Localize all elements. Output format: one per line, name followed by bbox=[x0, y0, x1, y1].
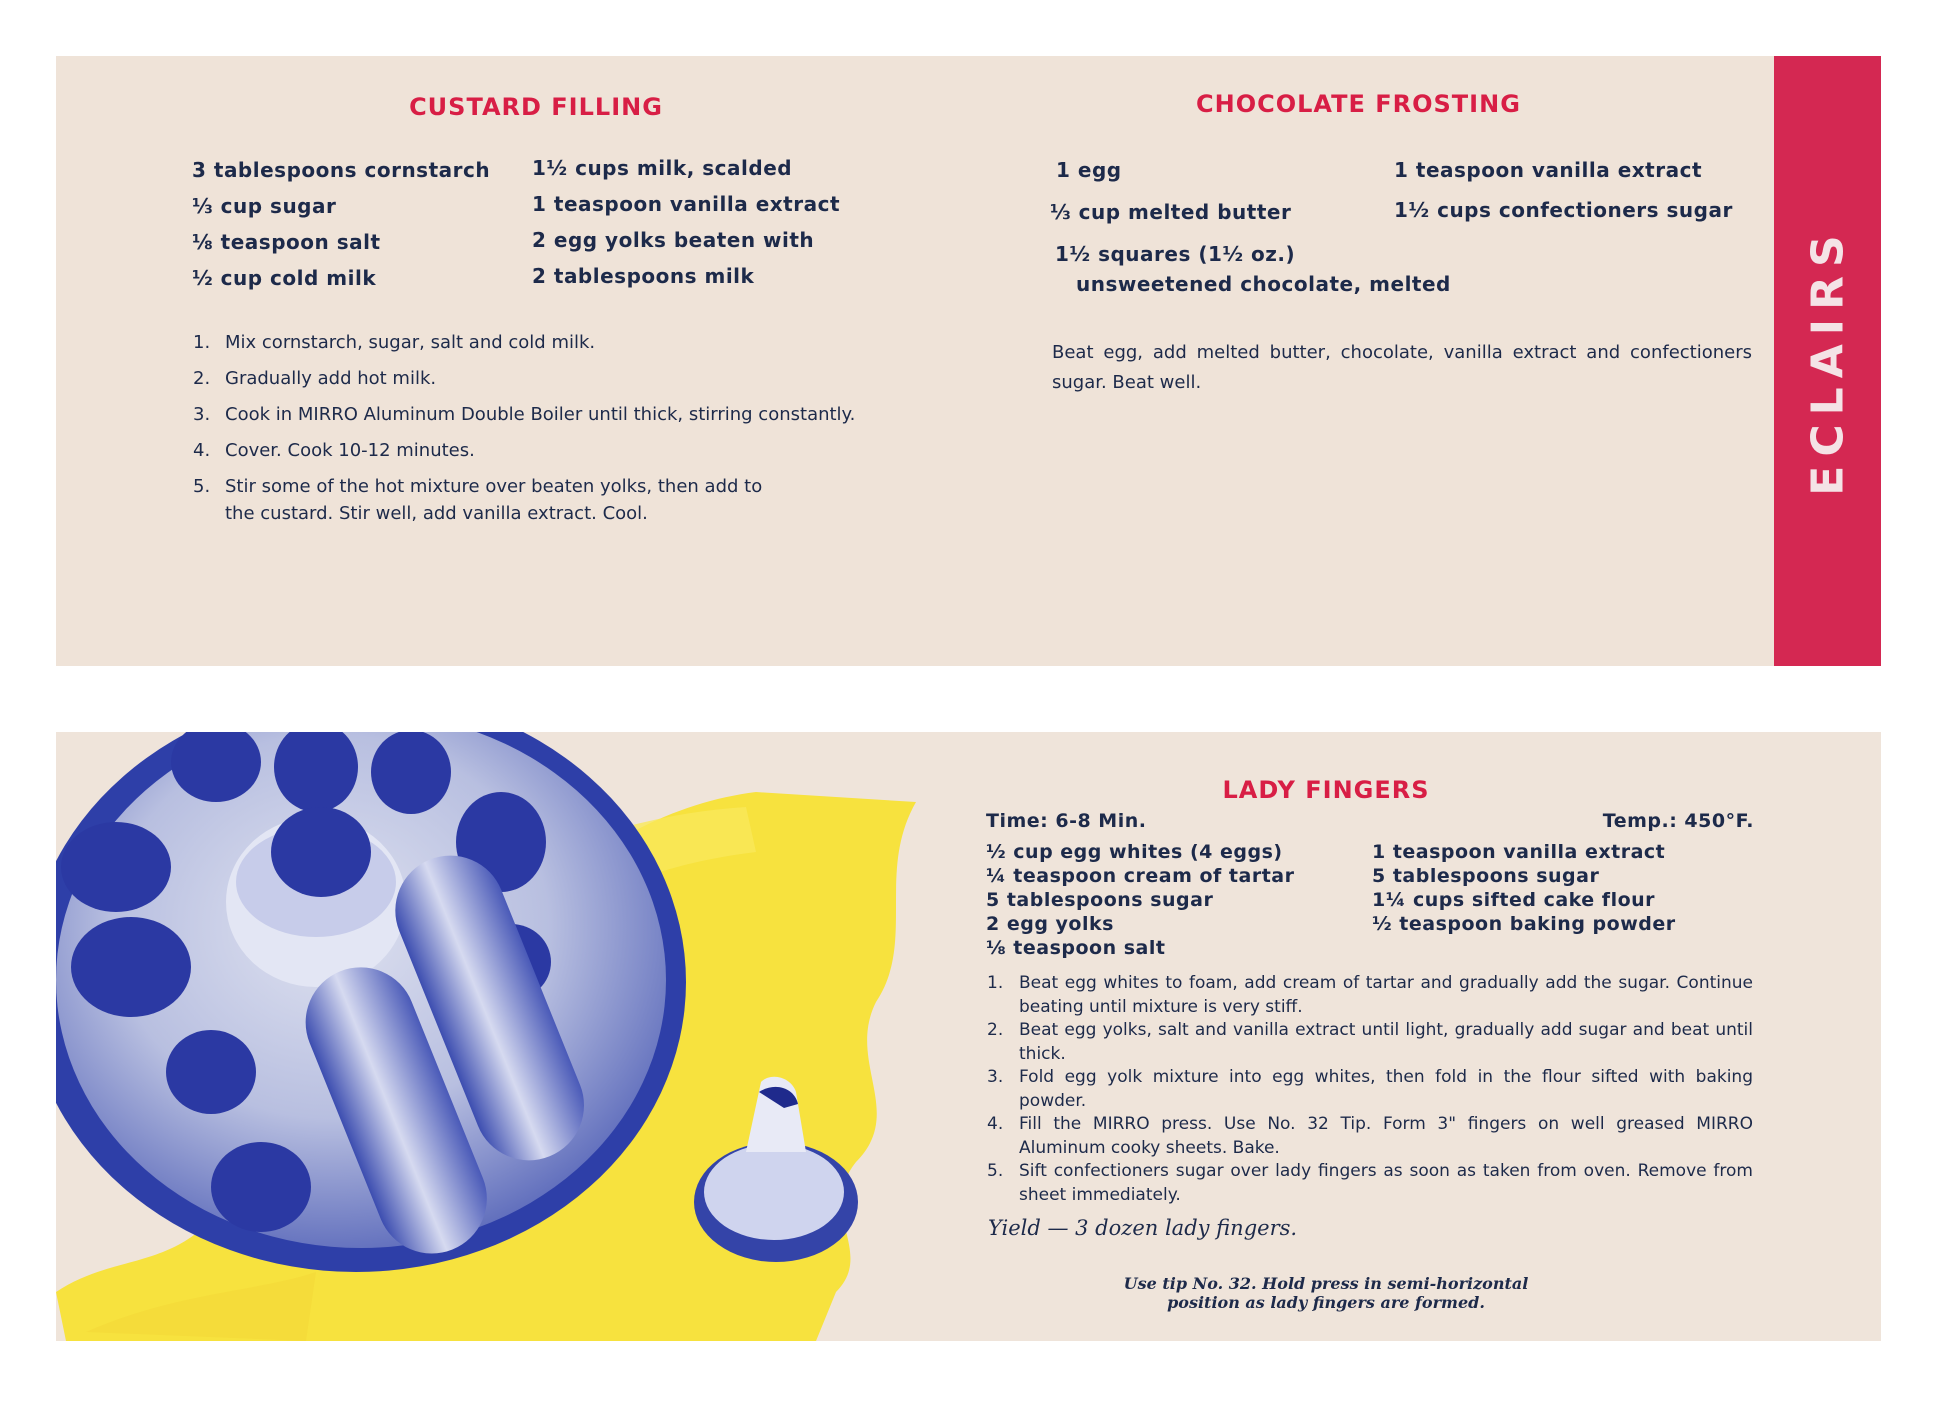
chocolate-directions: Beat egg, add melted butter, chocolate, vanilla extract and confectioners sugar. Beat well. bbox=[1052, 342, 1752, 393]
ingredient: 2 egg yolks bbox=[986, 913, 1114, 935]
ingredient: ⅓ cup sugar bbox=[192, 194, 337, 218]
custard-ingredients-left bbox=[192, 152, 490, 296]
chocolate-ingredient: unsweetened chocolate, melted bbox=[1076, 272, 1451, 296]
step: 2. Gradually add hot milk. bbox=[193, 368, 437, 389]
ingredient: 2 tablespoons milk bbox=[532, 264, 755, 288]
ingredient: ½ cup egg whites (4 eggs) bbox=[986, 841, 1283, 863]
ingredient: ½ teaspoon baking powder bbox=[1372, 913, 1676, 935]
lady-fingers-steps bbox=[987, 972, 1753, 1207]
bake-temperature: Temp.: 450°F. bbox=[1602, 810, 1754, 832]
chocolate-ingredient: 1½ squares (1½ oz.) bbox=[1055, 242, 1296, 266]
step: 1. Beat egg whites to foam, add cream of tartar and gradually add the sugar. Continue beating until mixture is very stiff. bbox=[987, 973, 1753, 1017]
caption-line: Use tip No. 32. Hold press in semi-horizontal bbox=[1123, 1274, 1529, 1293]
ingredient: ¼ teaspoon cream of tartar bbox=[986, 865, 1295, 887]
ingredient: 1½ cups milk, scalded bbox=[532, 156, 793, 180]
ingredient: ⅛ teaspoon salt bbox=[986, 937, 1166, 959]
lady-fingers-photo bbox=[56, 732, 956, 1341]
ingredient: ⅛ teaspoon salt bbox=[192, 230, 381, 254]
chocolate-ingredient: 1 teaspoon vanilla extract bbox=[1394, 158, 1702, 182]
step: 5. Sift confectioners sugar over lady fingers as soon as taken from oven. Remove from sheet immediately. bbox=[987, 1161, 1753, 1205]
custard-steps bbox=[193, 329, 953, 527]
step: 3. Cook in MIRRO Aluminum Double Boiler until thick, stirring constantly. bbox=[193, 404, 856, 425]
chocolate-ingredient: 1½ cups confectioners sugar bbox=[1394, 198, 1733, 222]
caption-line: position as lady fingers are formed. bbox=[1167, 1293, 1485, 1312]
step: 1. Mix cornstarch, sugar, salt and cold milk. bbox=[193, 332, 596, 353]
eclairs-recipe-card bbox=[56, 56, 1881, 666]
lady-fingers-title: LADY FINGERS bbox=[1222, 776, 1430, 804]
custard-filling-title: CUSTARD FILLING bbox=[409, 93, 663, 121]
step: 4. Fill the MIRRO press. Use No. 32 Tip. Form 3" fingers on well greased MIRRO Aluminum cooky sheets. Bake. bbox=[987, 1114, 1753, 1158]
ingredient: 5 tablespoons sugar bbox=[986, 889, 1214, 911]
eclairs-tab-label: ECLAIRS bbox=[1802, 226, 1853, 496]
lady-fingers-ingredients-right bbox=[1372, 840, 1676, 936]
step: 2. Beat egg yolks, salt and vanilla extract until light, gradually add sugar and beat until thick. bbox=[987, 1020, 1753, 1064]
step: 5. Stir some of the hot mixture over beaten yolks, then add to the custard. Stir well, add vanilla extract. Cool. bbox=[193, 476, 763, 524]
step: 3. Fold egg yolk mixture into egg whites, then fold in the flour sifted with baking powder. bbox=[987, 1067, 1753, 1111]
ingredient: 5 tablespoons sugar bbox=[1372, 865, 1600, 887]
bake-time: Time: 6-8 Min. bbox=[986, 810, 1147, 832]
lady-fingers-recipe-card bbox=[56, 732, 1881, 1341]
ingredient: ½ cup cold milk bbox=[192, 266, 377, 290]
recipe-yield: Yield — 3 dozen lady fingers. bbox=[988, 1216, 1298, 1240]
step: 4. Cover. Cook 10-12 minutes. bbox=[193, 440, 475, 461]
ingredient: 1 teaspoon vanilla extract bbox=[1372, 841, 1666, 863]
lady-fingers-ingredients-left bbox=[986, 840, 1294, 960]
chocolate-ingredient: ⅓ cup melted butter bbox=[1050, 200, 1292, 224]
eclairs-side-tab bbox=[1774, 56, 1881, 666]
ingredient: 3 tablespoons cornstarch bbox=[192, 158, 491, 182]
ingredient: 1 teaspoon vanilla extract bbox=[532, 192, 840, 216]
custard-ingredients-right bbox=[532, 150, 840, 294]
chocolate-frosting-title: CHOCOLATE FROSTING bbox=[1196, 90, 1521, 118]
ingredient: 2 egg yolks beaten with bbox=[532, 228, 815, 252]
photo-caption bbox=[1096, 1274, 1556, 1312]
chocolate-ingredient: 1 egg bbox=[1056, 158, 1122, 182]
ingredient: 1¼ cups sifted cake flour bbox=[1372, 889, 1656, 911]
